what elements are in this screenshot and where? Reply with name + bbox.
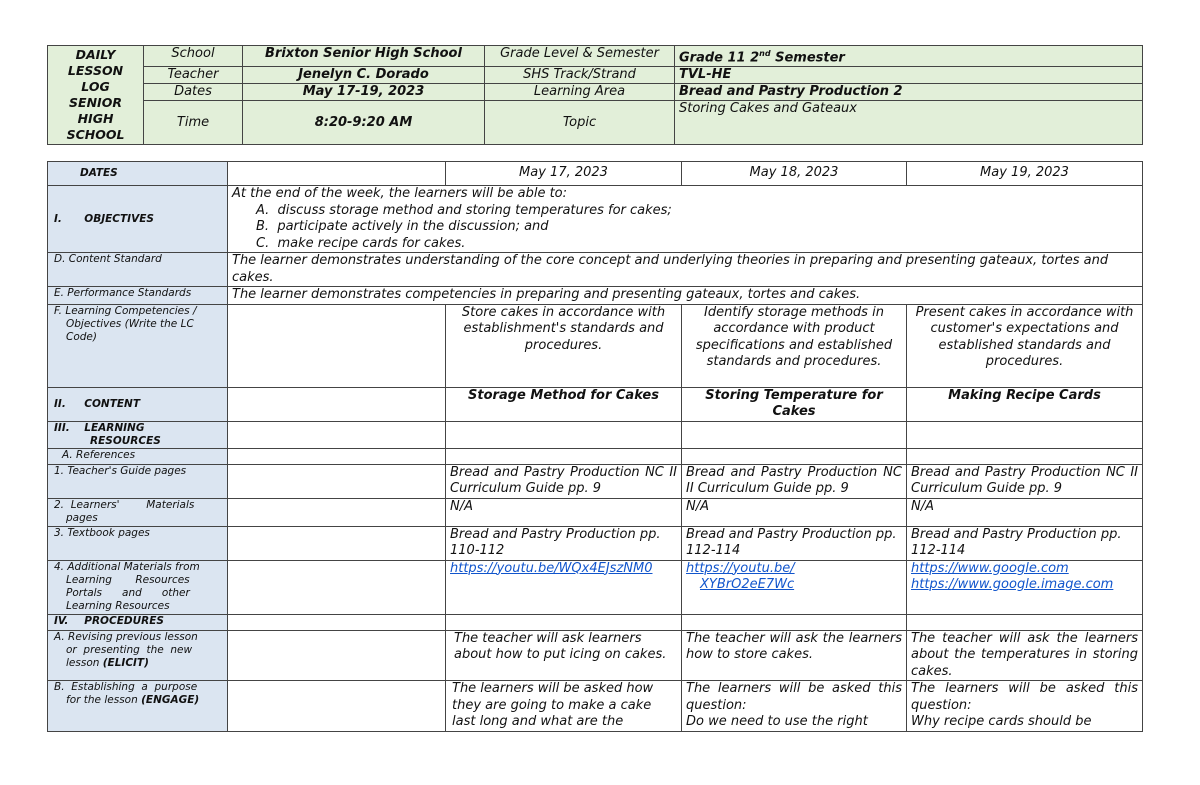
objective-item: C. make recipe cards for cakes. (256, 235, 466, 251)
tb-day2: Bread and Pastry Production pp. 112-114 (682, 526, 907, 560)
lm-day1: N/A (446, 498, 682, 526)
lc-day3: Present cakes in accordance with customer's expectations and established standards and procedures. (907, 304, 1143, 387)
am-day2 (682, 560, 907, 614)
learning-resources-label: III. LEARNING RESOURCES (48, 421, 228, 448)
elicit-day1: The teacher will ask learners about how to put icing on cakes. (446, 630, 682, 681)
procedures-label: IV. PROCEDURES (48, 614, 228, 630)
elicit-day3: The teacher will ask the learners about the temperatures in storing cakes. (907, 630, 1143, 681)
objectives-label: I. OBJECTIVES (48, 186, 228, 253)
am-day3 (907, 560, 1143, 614)
teacher-value: Jenelyn C. Dorado (243, 67, 485, 84)
google-link[interactable]: https://www.google.com (911, 560, 1069, 576)
school-value: Brixton Senior High School (243, 46, 485, 67)
learning-competencies-label: F. Learning Competencies / Objectives (Write the LC Code) (48, 304, 228, 387)
grade-value: Grade 11 2nd Semester (675, 46, 1143, 67)
am-day1 (446, 560, 682, 614)
tg-day1: Bread and Pastry Production NC II Curriculum Guide pp. 9 (446, 464, 682, 498)
content-label: II. CONTENT (48, 387, 228, 421)
google-image-link[interactable]: https://www.google.image.com (911, 577, 1114, 592)
lm-day3: N/A (907, 498, 1143, 526)
learners-materials-label: 2. Learners' Materials pages (48, 498, 228, 526)
references-label: A. References (48, 448, 228, 464)
engage-day3: The learners will be asked this question: Why recipe cards should be (907, 681, 1143, 732)
content-standard-text: The learner demonstrates understanding of the core concept and underlying theories in preparing and presenting gateaux, tortes and cakes. (228, 253, 1143, 287)
engage-label: B. Establishing a purpose for the lesson (ENGAGE) (48, 681, 228, 732)
dates-label: Dates (144, 84, 243, 101)
tb-day3: Bread and Pastry Production pp. 112-114 (907, 526, 1143, 560)
additional-materials-label: 4. Additional Materials from Learning Resources Portals and other Learning Resources (48, 560, 228, 614)
tb-day1: Bread and Pastry Production pp. 110-112 (446, 526, 682, 560)
elicit-day2: The teacher will ask the learners how to store cakes. (682, 630, 907, 681)
topic-label: Topic (485, 101, 675, 145)
performance-standards-label: E. Performance Standards (48, 287, 228, 305)
dates-row-label: DATES (48, 162, 228, 186)
textbook-pages-label: 3. Textbook pages (48, 526, 228, 560)
objectives-intro: At the end of the week, the learners will be able to: (232, 186, 568, 201)
grade-label: Grade Level & Semester (485, 46, 675, 67)
youtube-link[interactable]: https://youtu.be/WQx4EJszNM0 (450, 560, 653, 576)
track-label: SHS Track/Strand (485, 67, 675, 84)
youtube-link[interactable]: https://youtu.be/ XYBrO2eE7Wc (686, 560, 795, 592)
track-value: TVL-HE (675, 67, 1143, 84)
time-value: 8:20-9:20 AM (243, 101, 485, 145)
performance-standards-text: The learner demonstrates competencies in preparing and presenting gateaux, tortes and cakes. (228, 287, 1143, 305)
lesson-log-table (47, 161, 1143, 732)
day2-date: May 18, 2023 (682, 162, 907, 186)
elicit-label: A. Revising previous lesson or presenting the new lesson (ELICIT) (48, 630, 228, 681)
time-label: Time (144, 101, 243, 145)
engage-day2: The learners will be asked this question: Do we need to use the right (682, 681, 907, 732)
area-value: Bread and Pastry Production 2 (675, 84, 1143, 101)
content-day3: Making Recipe Cards (907, 387, 1143, 421)
teacher-label: Teacher (144, 67, 243, 84)
topic-value: Storing Cakes and Gateaux (675, 101, 1143, 145)
tg-day3: Bread and Pastry Production NC II Curriculum Guide pp. 9 (907, 464, 1143, 498)
content-day2: Storing Temperature for Cakes (682, 387, 907, 421)
engage-day1: The learners will be asked how they are going to make a cake last long and what are the (446, 681, 682, 732)
area-label: Learning Area (485, 84, 675, 101)
teachers-guide-label: 1. Teacher's Guide pages (48, 464, 228, 498)
day1-date: May 17, 2023 (446, 162, 682, 186)
header-table (47, 45, 1143, 145)
content-day1: Storage Method for Cakes (446, 387, 682, 421)
lc-day1: Store cakes in accordance with establishment's standards and procedures. (446, 304, 682, 387)
objective-item: A. discuss storage method and storing temperatures for cakes; (256, 202, 672, 218)
tg-day2: Bread and Pastry Production NC II Curriculum Guide pp. 9 (682, 464, 907, 498)
objectives-cell (228, 186, 1143, 253)
lc-day2: Identify storage methods in accordance with product specifications and established standards and procedures. (682, 304, 907, 387)
school-label: School (144, 46, 243, 67)
content-standard-label: D. Content Standard (48, 253, 228, 287)
dates-value: May 17-19, 2023 (243, 84, 485, 101)
dll-title: DAILY LESSON LOG SENIOR HIGH SCHOOL (48, 46, 144, 145)
lm-day2: N/A (682, 498, 907, 526)
day3-date: May 19, 2023 (907, 162, 1143, 186)
objective-item: B. participate actively in the discussion; and (256, 219, 549, 234)
